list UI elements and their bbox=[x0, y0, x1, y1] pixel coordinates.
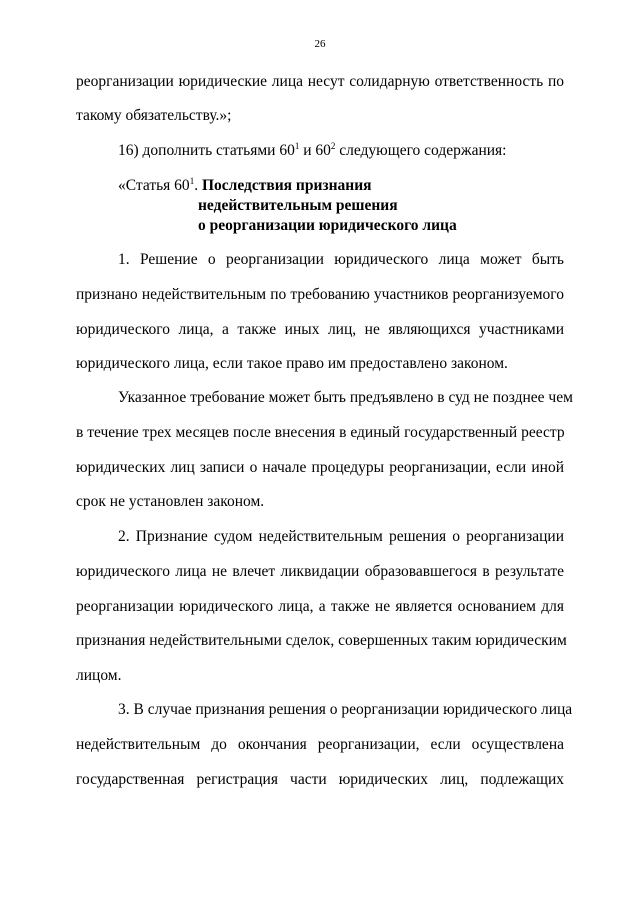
text-line: недействительным до окончания реорганизации, если осуществлена bbox=[76, 736, 564, 753]
text-fragment: следующего содержания: bbox=[335, 142, 507, 159]
text-line: в течение трех месяцев после внесения в единый государственный реестр bbox=[76, 424, 565, 441]
text-line: юридического лица, если такое право им предоставлено законом. bbox=[76, 355, 508, 372]
text-fragment: и 60 bbox=[299, 142, 331, 159]
text-line: 3. В случае признания решения о реорганизации юридического лица bbox=[118, 701, 573, 718]
superscript: 2 bbox=[330, 140, 336, 151]
text-line: срок не установлен законом. bbox=[76, 493, 265, 510]
text-line: государственная регистрация части юридических лиц, подлежащих bbox=[76, 771, 564, 788]
text-fragment: . bbox=[194, 177, 202, 194]
text-line: юридических лиц записи о начале процедуры реорганизации, если иной bbox=[76, 459, 564, 476]
text-fragment: 16) дополнить статьями 60 bbox=[118, 142, 295, 159]
text-line: юридического лица, а также иных лиц, не являющихся участниками bbox=[76, 321, 564, 338]
text-line: такому обязательству.»; bbox=[76, 107, 232, 124]
article-title-line-2: недействительным решения bbox=[198, 197, 398, 214]
text-line: признания недействительными сделок, совершенных таким юридическим bbox=[76, 632, 567, 649]
article-title-line-3: о реорганизации юридического лица bbox=[198, 217, 457, 234]
text-line: лицом. bbox=[76, 667, 122, 684]
article-heading-line-1 bbox=[118, 176, 372, 196]
text-line: 2. Признание судом недействительным решения о реорганизации bbox=[118, 528, 564, 545]
text-line: реорганизации юридического лица, а также не является основанием для bbox=[76, 598, 564, 615]
superscript: 1 bbox=[294, 140, 300, 151]
text-line: реорганизации юридические лица несут солидарную ответственность по bbox=[76, 73, 564, 90]
text-line: юридического лица не влечет ликвидации образовавшегося в результате bbox=[76, 563, 564, 580]
text-line: 1. Решение о реорганизации юридического лица может быть bbox=[118, 251, 564, 268]
amendment-item-16 bbox=[118, 141, 564, 161]
superscript: 1 bbox=[189, 175, 195, 186]
article-title: Последствия признания bbox=[201, 177, 372, 194]
text-line: признано недействительным по требованию участников реорганизуемого bbox=[76, 286, 564, 303]
page-number: 26 bbox=[314, 38, 326, 50]
text-line: Указанное требование может быть предъявлено в суд не позднее чем bbox=[118, 389, 573, 406]
article-number: «Статья 60 bbox=[118, 177, 190, 194]
